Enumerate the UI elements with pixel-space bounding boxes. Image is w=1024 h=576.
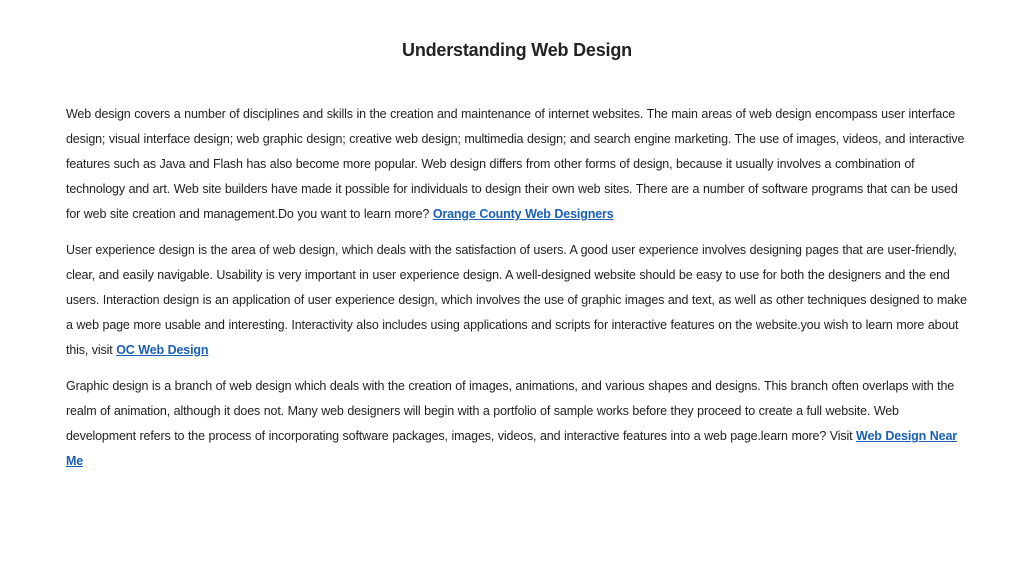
paragraph-1-text: Web design covers a number of disciplines and skills in the creation and maintenance of internet websites. The main areas of web design encompass user interface design; visual interface design; web graphic design; creative web design; multimedia design; and search engine marketing. The use of images, videos, and interactive features such as Java and Flash has also become more popular. Web design differs from other forms of design, because it usually involves a combination of technology and art. Web site builders have made it possible for individuals to design their own web sites. There are a number of software programs that can be used for web site creation and management.Do you want to learn more? [66,107,965,221]
paragraph-2-text: User experience design is the area of web design, which deals with the satisfaction of users. A good user experience involves designing pages that are user-friendly, clear, and easily navigable. Usability is very important in user experience design. A well-designed website should be easy to use for both the designers and the end users. Interaction design is an application of user experience design, which involves the use of graphic images and text, as well as other techniques designed to make a web page more usable and interesting. Interactivity also includes using applications and scripts for interactive features on the website.you wish to learn more about this, visit [66,243,967,357]
orange-county-web-designers-link[interactable]: Orange County Web Designers [432,207,614,221]
document-body [66,102,970,485]
paragraph-3 [66,374,970,474]
paragraph-3-text: Graphic design is a branch of web design which deals with the creation of images, animations, and various shapes and designs. This branch often overlaps with the realm of animation, although it does not. Many web designers will begin with a portfolio of sample works before they proceed to create a full website. Web development refers to the process of incorporating software packages, images, videos, and interactive features into a web page.learn more? Visit [66,379,955,443]
paragraph-2 [66,238,970,363]
web-design-near-me-link[interactable]: Web Design Near Me [66,429,957,468]
page-title: Understanding Web Design [402,40,632,60]
oc-web-design-link[interactable]: OC Web Design [116,343,209,357]
paragraph-1 [66,102,970,227]
